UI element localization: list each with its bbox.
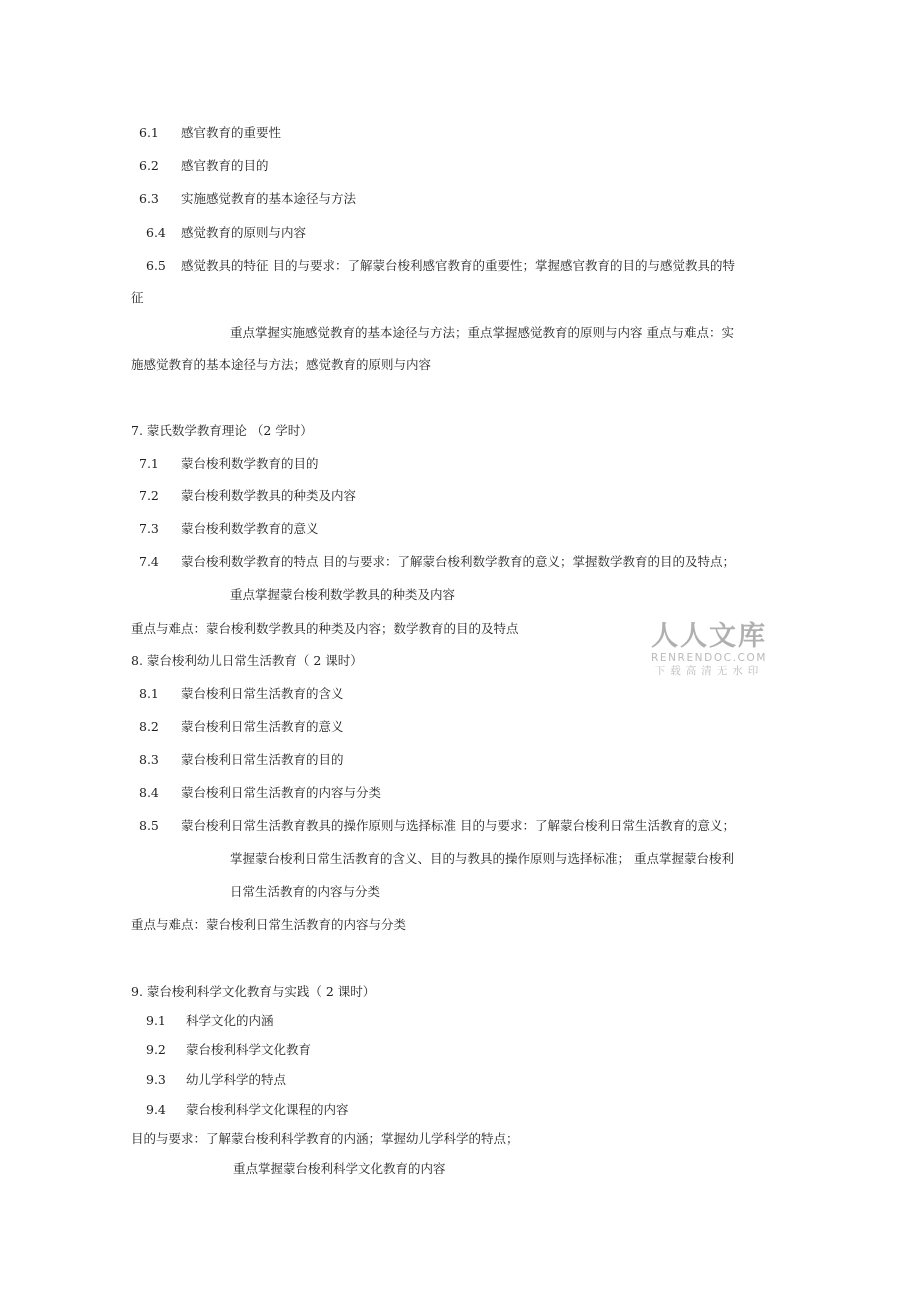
item-number: 7.2 bbox=[139, 488, 159, 503]
item-text: 感官教育的重要性 bbox=[181, 125, 282, 140]
item-number: 9.2 bbox=[146, 1042, 166, 1057]
watermark-title: 人人文库 bbox=[651, 621, 767, 652]
list-item bbox=[146, 1072, 286, 1088]
item-text: 实施感觉教育的基本途径与方法 bbox=[181, 191, 357, 206]
item-text: 蒙台梭利数学教具的种类及内容 bbox=[181, 488, 357, 503]
item-text: 感觉教具的特征 目的与要求：了解蒙台梭利感官教育的重要性；掌握感官教育的目的与感觉教具的特 bbox=[181, 258, 735, 273]
text-line: 重点掌握蒙台梭利科学文化教育的内容 bbox=[233, 1161, 446, 1176]
item-text: 蒙台梭利日常生活教育的目的 bbox=[181, 752, 344, 767]
item-number: 7.3 bbox=[139, 521, 159, 536]
watermark-subtitle: 下载高清无水印 bbox=[654, 665, 764, 677]
item-number: 8.2 bbox=[139, 719, 159, 734]
item-text: 蒙台梭利日常生活教育教具的操作原则与选择标准 目的与要求：了解蒙台梭利日常生活教育的意义； bbox=[181, 818, 735, 833]
item-number: 6.5 bbox=[146, 258, 166, 273]
item-text: 蒙台梭利日常生活教育的意义 bbox=[181, 719, 344, 734]
text-line: 目的与要求：了解蒙台梭利科学教育的内涵；掌握幼儿学科学的特点； bbox=[131, 1131, 519, 1146]
list-item bbox=[146, 258, 735, 274]
list-item bbox=[146, 1102, 349, 1118]
item-text: 科学文化的内涵 bbox=[186, 1013, 274, 1028]
item-number: 9.4 bbox=[146, 1102, 166, 1117]
item-text: 感觉教育的原则与内容 bbox=[181, 225, 307, 240]
item-text: 感官教育的目的 bbox=[181, 158, 269, 173]
list-item bbox=[139, 752, 344, 768]
item-number: 7.1 bbox=[139, 456, 159, 471]
list-item bbox=[139, 818, 735, 834]
item-number: 7.4 bbox=[139, 554, 159, 569]
list-item bbox=[146, 1013, 274, 1029]
watermark-domain: RENRENDOC.COM bbox=[650, 652, 768, 664]
watermark-logo bbox=[646, 622, 772, 678]
list-item bbox=[139, 125, 281, 141]
section-heading: 8. 蒙台梭利幼儿日常生活教育（ 2 课时） bbox=[131, 653, 363, 668]
item-number: 9.1 bbox=[146, 1013, 166, 1028]
text-line: 重点掌握实施感觉教育的基本途径与方法；重点掌握感觉教育的原则与内容 重点与难点：实 bbox=[230, 325, 734, 340]
item-number: 8.1 bbox=[139, 686, 159, 701]
item-number: 8.3 bbox=[139, 752, 159, 767]
list-item bbox=[146, 225, 306, 241]
item-number: 8.5 bbox=[139, 818, 159, 833]
list-item bbox=[139, 191, 356, 207]
text-line: 征 bbox=[131, 290, 144, 305]
text-line: 重点与难点：蒙台梭利数学教具的种类及内容；数学教育的目的及特点 bbox=[131, 621, 519, 636]
list-item bbox=[146, 1042, 311, 1058]
item-text: 蒙台梭利数学教育的意义 bbox=[181, 521, 319, 536]
item-number: 6.4 bbox=[146, 225, 166, 240]
item-number: 8.4 bbox=[139, 785, 159, 800]
item-number: 6.2 bbox=[139, 158, 159, 173]
text-line: 重点与难点：蒙台梭利日常生活教育的内容与分类 bbox=[131, 917, 407, 932]
text-line: 掌握蒙台梭利日常生活教育的含义、目的与教具的操作原则与选择标准； 重点掌握蒙台梭利 bbox=[230, 851, 734, 866]
item-number: 6.3 bbox=[139, 191, 159, 206]
text-line: 日常生活教育的内容与分类 bbox=[230, 884, 381, 899]
section-heading: 7. 蒙氏数学教育理论 （2 学时） bbox=[131, 423, 313, 438]
list-item bbox=[139, 521, 319, 537]
list-item bbox=[139, 686, 344, 702]
item-number: 6.1 bbox=[139, 125, 159, 140]
item-text: 蒙台梭利科学文化教育 bbox=[186, 1042, 312, 1057]
list-item bbox=[139, 488, 356, 504]
item-text: 蒙台梭利日常生活教育的内容与分类 bbox=[181, 785, 382, 800]
list-item bbox=[139, 719, 344, 735]
item-text: 蒙台梭利数学教育的目的 bbox=[181, 456, 319, 471]
item-text: 蒙台梭利日常生活教育的含义 bbox=[181, 686, 344, 701]
list-item bbox=[139, 785, 381, 801]
item-text: 幼儿学科学的特点 bbox=[186, 1072, 287, 1087]
item-text: 蒙台梭利科学文化课程的内容 bbox=[186, 1102, 349, 1117]
text-line: 重点掌握蒙台梭利数学教具的种类及内容 bbox=[230, 587, 456, 602]
text-line: 施感觉教育的基本途径与方法；感觉教育的原则与内容 bbox=[131, 357, 432, 372]
item-text: 蒙台梭利数学教育的特点 目的与要求：了解蒙台梭利数学教育的意义；掌握数学教育的目的及特点； bbox=[181, 554, 735, 569]
item-number: 9.3 bbox=[146, 1072, 166, 1087]
section-heading: 9. 蒙台梭利科学文化教育与实践（ 2 课时） bbox=[131, 984, 376, 999]
list-item bbox=[139, 158, 269, 174]
list-item bbox=[139, 554, 735, 570]
list-item bbox=[139, 456, 319, 472]
